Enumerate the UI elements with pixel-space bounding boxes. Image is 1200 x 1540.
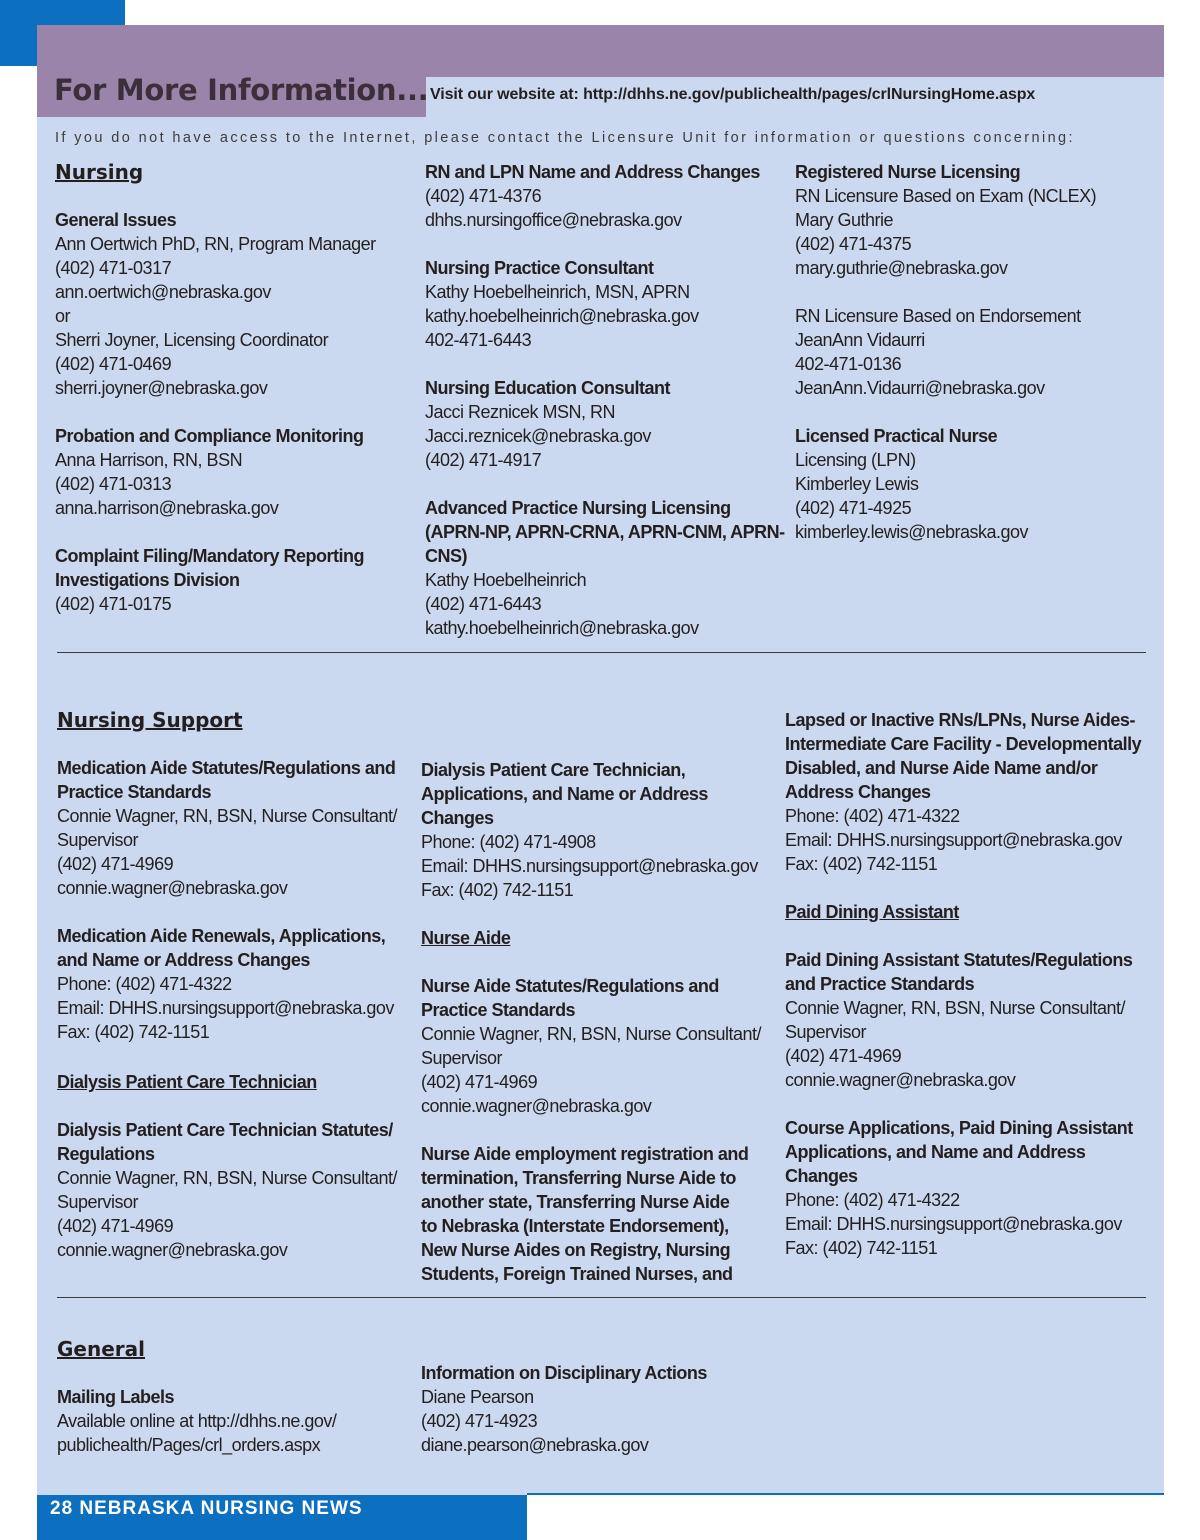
subsection-title: Nurse Aide xyxy=(421,928,511,948)
contact-heading: Paid Dining Assistant Statutes/Regulations xyxy=(785,950,1133,970)
contact-line: Connie Wagner, RN, BSN, Nurse Consultant/ xyxy=(57,1168,397,1188)
contact-line: Ann Oertwich PhD, RN, Program Manager xyxy=(55,234,376,254)
contact-line: (402) 471-4969 xyxy=(421,1072,538,1092)
contact-line: diane.pearson@nebraska.gov xyxy=(421,1435,649,1455)
section-title-nursing-support: Nursing Support xyxy=(57,708,243,732)
contact-line: Mary Guthrie xyxy=(795,210,894,230)
contact-line: anna.harrison@nebraska.gov xyxy=(55,498,279,518)
contact-heading: and Practice Standards xyxy=(785,974,975,994)
contact-line: connie.wagner@nebraska.gov xyxy=(57,1240,288,1260)
contact-line: (402) 471-4969 xyxy=(785,1046,902,1066)
contact-line: Email: DHHS.nursingsupport@nebraska.gov xyxy=(57,998,394,1018)
contact-line: Supervisor xyxy=(57,830,139,850)
nursing-column-2 xyxy=(425,160,785,640)
contact-line: (402) 471-4376 xyxy=(425,186,542,206)
contact-line: kathy.hoebelheinrich@nebraska.gov xyxy=(425,306,699,326)
nursing-column-1 xyxy=(55,160,415,616)
contact-heading: (APRN-NP, APRN-CRNA, APRN-CNM, APRN- xyxy=(425,522,785,542)
contact-line: kathy.hoebelheinrich@nebraska.gov xyxy=(425,618,699,638)
contact-line: Connie Wagner, RN, BSN, Nurse Consultant/ xyxy=(785,998,1125,1018)
contact-heading: and Name or Address Changes xyxy=(57,950,310,970)
contact-line: Phone: (402) 471-4322 xyxy=(785,806,960,826)
contact-line: Phone: (402) 471-4908 xyxy=(421,832,596,852)
contact-heading: another state, Transferring Nurse Aide xyxy=(421,1192,730,1212)
contact-heading: General Issues xyxy=(55,210,177,230)
contact-line: 402-471-6443 xyxy=(425,330,532,350)
subsection-title: Paid Dining Assistant xyxy=(785,902,959,922)
contact-line: (402) 471-0313 xyxy=(55,474,172,494)
contact-heading: Applications, and Name and Address xyxy=(785,1142,1086,1162)
subsection-title: Dialysis Patient Care Technician xyxy=(57,1072,317,1092)
contact-line: connie.wagner@nebraska.gov xyxy=(57,878,288,898)
contact-line: kimberley.lewis@nebraska.gov xyxy=(795,522,1029,542)
contact-heading: to Nebraska (Interstate Endorsement), xyxy=(421,1216,729,1236)
contact-heading: Address Changes xyxy=(785,782,931,802)
contact-line: or xyxy=(55,306,71,326)
contact-line: connie.wagner@nebraska.gov xyxy=(421,1096,652,1116)
contact-heading: Registered Nurse Licensing xyxy=(795,162,1021,182)
contact-line: Jacci.reznicek@nebraska.gov xyxy=(425,426,651,446)
contact-line: (402) 471-4375 xyxy=(795,234,912,254)
contact-heading: Nurse Aide employment registration and xyxy=(421,1144,749,1164)
contact-line: Connie Wagner, RN, BSN, Nurse Consultant/ xyxy=(421,1024,761,1044)
contact-line: (402) 471-0175 xyxy=(55,594,172,614)
general-column-1 xyxy=(57,1337,415,1457)
contact-heading: Dialysis Patient Care Technician, xyxy=(421,760,686,780)
contact-line: JeanAnn.Vidaurri@nebraska.gov xyxy=(795,378,1045,398)
contact-line: Diane Pearson xyxy=(421,1387,534,1407)
contact-line: publichealth/Pages/crl_orders.aspx xyxy=(57,1435,321,1455)
section-title-nursing: Nursing xyxy=(55,160,144,184)
contact-heading: Complaint Filing/Mandatory Reporting xyxy=(55,546,364,566)
contact-heading: Lapsed or Inactive RNs/LPNs, Nurse Aides- xyxy=(785,710,1135,730)
contact-line: ann.oertwich@nebraska.gov xyxy=(55,282,271,302)
contact-heading: Course Applications, Paid Dining Assistant xyxy=(785,1118,1133,1138)
contact-line: Kathy Hoebelheinrich xyxy=(425,570,587,590)
contact-heading: Disabled, and Nurse Aide Name and/or xyxy=(785,758,1098,778)
contact-line: Email: DHHS.nursingsupport@nebraska.gov xyxy=(785,1214,1122,1234)
contact-line: connie.wagner@nebraska.gov xyxy=(785,1070,1016,1090)
contact-line: mary.guthrie@nebraska.gov xyxy=(795,258,1008,278)
contact-line: Jacci Reznicek MSN, RN xyxy=(425,402,616,422)
contact-line: 402-471-0136 xyxy=(795,354,902,374)
contact-line: (402) 471-4969 xyxy=(57,854,174,874)
section-title-general: General xyxy=(57,1337,145,1361)
contact-heading: Nurse Aide Statutes/Regulations and xyxy=(421,976,719,996)
contact-line: Phone: (402) 471-4322 xyxy=(785,1190,960,1210)
contact-heading: Applications, and Name or Address Changes xyxy=(421,784,708,828)
contact-line: (402) 471-4923 xyxy=(421,1411,538,1431)
section-divider xyxy=(57,1297,1146,1298)
contact-heading: CNS) xyxy=(425,546,467,566)
contact-heading: Medication Aide Statutes/Regulations and xyxy=(57,758,396,778)
page-title: For More Information... xyxy=(54,73,429,107)
contact-heading: termination, Transferring Nurse Aide to xyxy=(421,1168,736,1188)
contact-heading: Practice Standards xyxy=(57,782,212,802)
contact-heading: Nursing Practice Consultant xyxy=(425,258,654,278)
contact-heading: Investigations Division xyxy=(55,570,240,590)
contact-line: Licensing (LPN) xyxy=(795,450,916,470)
contact-heading: Advanced Practice Nursing Licensing xyxy=(425,498,731,518)
support-column-1 xyxy=(57,708,415,1262)
header-band xyxy=(37,25,1164,77)
contact-line: Fax: (402) 742-1151 xyxy=(57,1022,210,1042)
contact-heading: RN and LPN Name and Address Changes xyxy=(425,162,760,182)
contact-heading: New Nurse Aides on Registry, Nursing xyxy=(421,1240,731,1260)
contact-heading: Medication Aide Renewals, Applications, xyxy=(57,926,386,946)
contact-heading: Mailing Labels xyxy=(57,1387,175,1407)
contact-heading: Dialysis Patient Care Technician Statutes/ xyxy=(57,1120,393,1140)
contact-line: Sherri Joyner, Licensing Coordinator xyxy=(55,330,329,350)
general-column-2 xyxy=(421,1361,781,1457)
contact-line: dhhs.nursingoffice@nebraska.gov xyxy=(425,210,682,230)
contact-heading: Nursing Education Consultant xyxy=(425,378,670,398)
nursing-column-3 xyxy=(795,160,1155,544)
intro-text: If you do not have access to the Internet, please contact the Licensure Unit for information or questions concerning: xyxy=(55,130,1075,146)
contact-line: Fax: (402) 742-1151 xyxy=(785,1238,938,1258)
contact-line: Email: DHHS.nursingsupport@nebraska.gov xyxy=(785,830,1122,850)
contact-line: (402) 471-6443 xyxy=(425,594,542,614)
contact-heading: Practice Standards xyxy=(421,1000,576,1020)
contact-line: Available online at http://dhhs.ne.gov/ xyxy=(57,1411,337,1431)
contact-line: (402) 471-0469 xyxy=(55,354,172,374)
support-column-3 xyxy=(785,708,1160,1260)
section-divider xyxy=(57,652,1146,653)
contact-line: Email: DHHS.nursingsupport@nebraska.gov xyxy=(421,856,758,876)
contact-line: (402) 471-4917 xyxy=(425,450,542,470)
contact-line: Supervisor xyxy=(57,1192,139,1212)
contact-heading: Licensed Practical Nurse xyxy=(795,426,998,446)
contact-line: (402) 471-4969 xyxy=(57,1216,174,1236)
contact-line: Fax: (402) 742-1151 xyxy=(785,854,938,874)
contact-heading: Information on Disciplinary Actions xyxy=(421,1363,707,1383)
contact-heading: Students, Foreign Trained Nurses, and xyxy=(421,1264,733,1284)
contact-line: Supervisor xyxy=(421,1048,503,1068)
contact-line: Kimberley Lewis xyxy=(795,474,919,494)
contact-line: (402) 471-4925 xyxy=(795,498,912,518)
contact-line: Supervisor xyxy=(785,1022,867,1042)
support-column-2 xyxy=(421,758,781,1286)
contact-line: Phone: (402) 471-4322 xyxy=(57,974,232,994)
footer-page-label: 28 NEBRASKA NURSING NEWS xyxy=(50,1498,363,1519)
contact-line: sherri.joyner@nebraska.gov xyxy=(55,378,268,398)
contact-heading: Probation and Compliance Monitoring xyxy=(55,426,364,446)
contact-line: (402) 471-0317 xyxy=(55,258,172,278)
contact-heading: Intermediate Care Facility - Developmentally xyxy=(785,734,1142,754)
contact-line: JeanAnn Vidaurri xyxy=(795,330,925,350)
website-line: Visit our website at: http://dhhs.ne.gov/publichealth/pages/crlNursingHome.aspx xyxy=(430,86,1036,103)
contact-line: Fax: (402) 742-1151 xyxy=(421,880,574,900)
contact-line: Anna Harrison, RN, BSN xyxy=(55,450,243,470)
contact-heading: Regulations xyxy=(57,1144,155,1164)
contact-line: RN Licensure Based on Exam (NCLEX) xyxy=(795,186,1097,206)
footer-rule xyxy=(527,1493,1164,1495)
contact-line: RN Licensure Based on Endorsement xyxy=(795,306,1081,326)
contact-line: Connie Wagner, RN, BSN, Nurse Consultant/ xyxy=(57,806,397,826)
contact-line: Kathy Hoebelheinrich, MSN, APRN xyxy=(425,282,690,302)
contact-heading: Changes xyxy=(785,1166,858,1186)
